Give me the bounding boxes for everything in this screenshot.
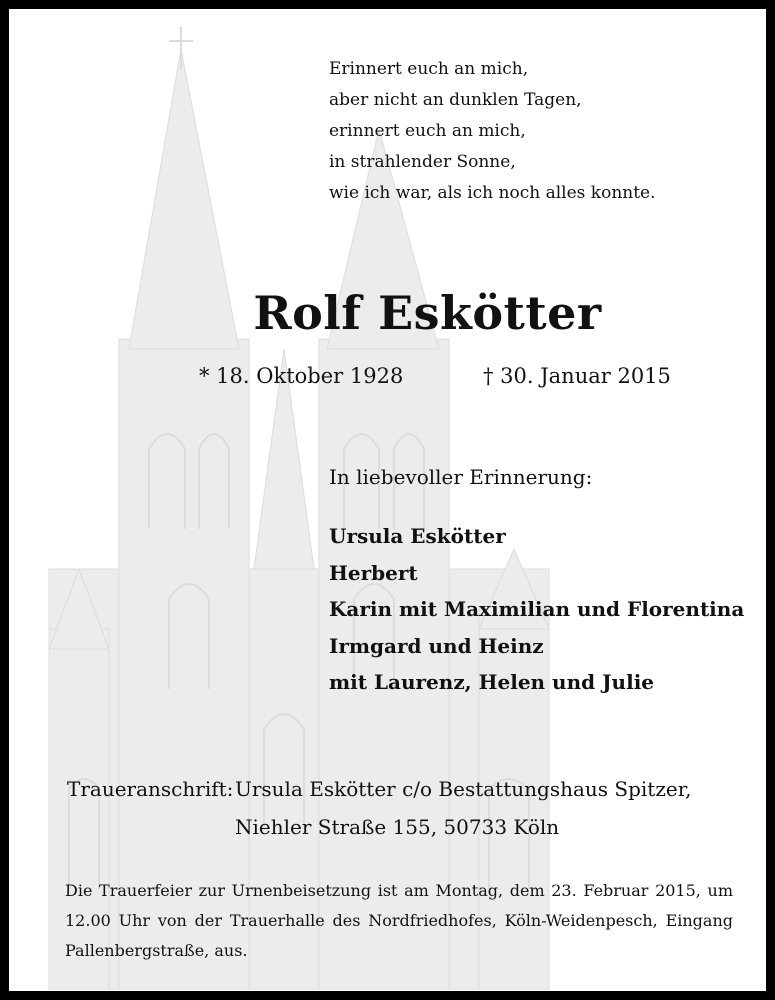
mourner-name: Karin mit Maximilian und Florentina	[329, 597, 745, 621]
mourners-list	[329, 518, 744, 701]
poem-line: erinnert euch an mich,	[329, 121, 526, 141]
mourner-name: mit Laurenz, Helen und Julie	[329, 670, 655, 694]
poem-line: in strahlender Sonne,	[329, 152, 516, 172]
mourner-name: Irmgard und Heinz	[329, 633, 544, 658]
address-line: Ursula Eskötter c/o Bestattungshaus Spitzer,	[235, 777, 692, 801]
death-date: † 30. Januar 2015	[483, 364, 671, 388]
poem	[329, 54, 656, 209]
memory-heading: In liebevoller Erinnerung:	[329, 465, 593, 489]
poem-line: aber nicht an dunklen Tagen,	[329, 90, 582, 110]
birth-date: * 18. Oktober 1928	[199, 364, 404, 388]
address-label: Traueranschrift:	[67, 777, 234, 801]
mourning-address	[67, 770, 691, 846]
poem-line: wie ich war, als ich noch alles konnte.	[329, 183, 656, 203]
deceased-name: Rolf Eskötter	[253, 286, 602, 340]
mourner-name: Ursula Eskötter	[329, 524, 506, 548]
address-line: Niehler Straße 155, 50733 Köln	[235, 815, 560, 839]
poem-line: Erinnert euch an mich,	[329, 59, 529, 79]
mourner-name: Herbert	[329, 560, 418, 585]
funeral-notice: Die Trauerfeier zur Urnenbeisetzung ist am Montag, dem 23. Februar 2015, um 12.00 Uhr von der Trauerhalle des Nordfriedhofes, Köln-Weidenpesch, Eingang Pallenbergstraße, aus.	[65, 881, 733, 960]
